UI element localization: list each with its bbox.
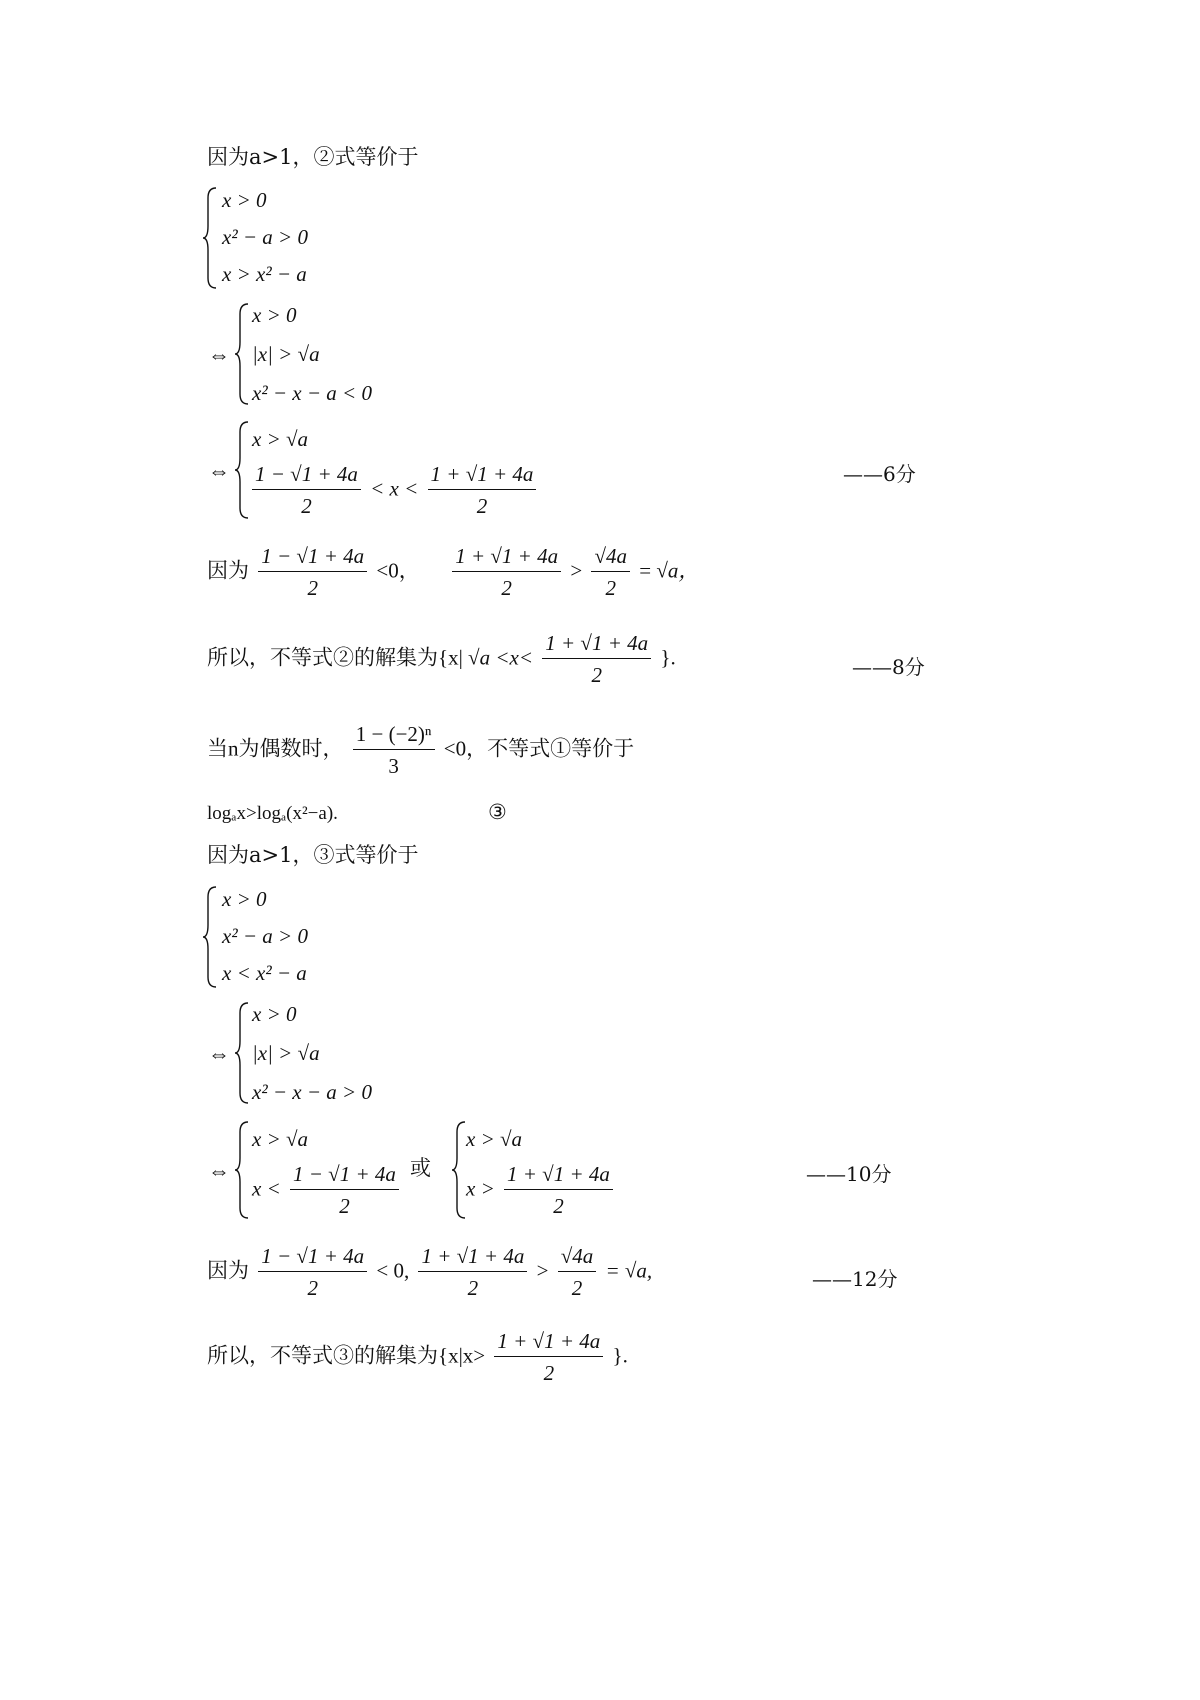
equiv-symbol: ⇔ (208, 1158, 230, 1183)
fraction-denominator: 2 (553, 1194, 564, 1218)
left-brace (203, 885, 219, 989)
score-mark-12: ——12分 (812, 1267, 898, 1291)
fraction-denominator: 2 (301, 494, 312, 518)
equiv-symbol: ⇔ (208, 1041, 230, 1066)
fraction (258, 1246, 367, 1299)
system5-row1: x > 0 (252, 1002, 297, 1026)
system4-row1: x > 0 (222, 887, 267, 911)
less-than-x: x < (252, 1176, 281, 1201)
because-line-1 (207, 546, 699, 599)
fraction-numerator: 1 − √1 + 4a (258, 546, 367, 572)
fraction (558, 1246, 597, 1299)
system2-row2: |x| > √a (252, 342, 320, 366)
fraction-numerator: 1 + √1 + 4a (542, 633, 651, 659)
system6a-row1: x > √a (252, 1127, 309, 1151)
fraction-denominator: 2 (476, 494, 488, 518)
system1-row1: x > 0 (222, 188, 267, 212)
left-brace (235, 1001, 251, 1105)
fraction (542, 633, 651, 686)
equiv-symbol: ⇔ (208, 342, 230, 367)
because-label: 因为 (207, 1258, 249, 1283)
solution-end: }. (612, 1343, 628, 1368)
solution-end: }. (660, 645, 676, 670)
system3-row1: x > √a (252, 427, 309, 451)
solution-line-3 (207, 1331, 628, 1384)
solution-middle: √a <x< (468, 645, 533, 670)
fraction (418, 1246, 527, 1299)
fraction (290, 1164, 399, 1217)
fraction (428, 464, 537, 517)
even-n-line (207, 724, 634, 777)
comparison-text: <0， (376, 558, 420, 583)
greater-than: > (570, 558, 583, 583)
fraction-denominator: 2 (307, 576, 318, 600)
because-line-2 (207, 1246, 652, 1299)
score-mark-10: ——10分 (806, 1162, 892, 1186)
system5-row2: |x| > √a (252, 1041, 320, 1065)
fraction-numerator: 1 + √1 + 4a (418, 1246, 527, 1272)
circled-three: ③ (488, 800, 507, 824)
fraction-numerator: √4a (591, 546, 630, 572)
text-line-2: 因为a>1，③式等价于 (207, 843, 419, 867)
fraction-numerator: 1 − √1 + 4a (290, 1164, 399, 1190)
fraction-numerator: 1 + √1 + 4a (428, 464, 537, 490)
system6a-row2 (252, 1164, 403, 1217)
left-brace (235, 302, 251, 406)
equals-sqrt-a: = √a, (605, 1258, 653, 1283)
fraction (591, 546, 630, 599)
system6b-row1: x > √a (466, 1127, 523, 1151)
solution-line-2 (207, 633, 676, 686)
solution-prefix: 所以，不等式③的解集为{x|x> (207, 1343, 486, 1368)
text-line-1: 因为a>1，②式等价于 (207, 145, 419, 169)
or-text: 或 (410, 1156, 431, 1180)
system4-row3: x < x² − a (222, 961, 307, 985)
fraction-denominator: 2 (605, 576, 616, 600)
system5-row3: x² − x − a > 0 (252, 1080, 372, 1104)
fraction-denominator: 2 (339, 1194, 350, 1218)
greater-than: > (536, 1258, 549, 1283)
fraction-denominator: 2 (543, 1361, 555, 1385)
equiv-symbol: ⇔ (208, 458, 230, 483)
solution-prefix: 所以，不等式②的解集为{x| (207, 645, 463, 670)
system3-row2 (248, 464, 540, 517)
even-n-prefix: 当n为偶数时， (207, 736, 344, 761)
system4-row2: x² − a > 0 (222, 924, 308, 948)
system2-row3: x² − x − a < 0 (252, 381, 372, 405)
fraction-numerator: 1 − (−2)ⁿ (353, 724, 435, 750)
score-mark-8: ——8分 (852, 655, 925, 679)
inequality-middle: < x < (370, 476, 419, 501)
fraction (504, 1164, 613, 1217)
less-than-zero: < 0, (376, 1258, 410, 1283)
even-n-suffix: <0，不等式①等价于 (443, 736, 635, 761)
because-label: 因为 (207, 558, 249, 583)
sqrt-a: √a， (656, 558, 700, 583)
fraction-denominator: 3 (388, 754, 399, 778)
fraction (252, 464, 361, 517)
fraction (452, 546, 561, 599)
fraction (353, 724, 435, 777)
fraction-denominator: 2 (467, 1276, 479, 1300)
fraction-numerator: √4a (558, 1246, 597, 1272)
system1-row3: x > x² − a (222, 262, 307, 286)
fraction-numerator: 1 − √1 + 4a (252, 464, 361, 490)
fraction-denominator: 2 (571, 1276, 583, 1300)
fraction-numerator: 1 − √1 + 4a (258, 1246, 367, 1272)
log-inequality: logₐx>logₐ(x²−a). (207, 803, 338, 824)
fraction-numerator: 1 + √1 + 4a (452, 546, 561, 572)
fraction (258, 546, 367, 599)
fraction-numerator: 1 + √1 + 4a (494, 1331, 603, 1357)
system6b-row2 (466, 1164, 617, 1217)
fraction-denominator: 2 (501, 576, 512, 600)
greater-than-x: x > (466, 1176, 495, 1201)
fraction (494, 1331, 603, 1384)
fraction-denominator: 2 (591, 663, 602, 687)
system2-row1: x > 0 (252, 303, 297, 327)
equals: = (639, 558, 652, 583)
score-mark-6: ——6分 (843, 462, 916, 486)
left-brace (235, 1120, 251, 1220)
fraction-denominator: 2 (307, 1276, 318, 1300)
left-brace (203, 186, 219, 290)
system1-row2: x² − a > 0 (222, 225, 308, 249)
fraction-numerator: 1 + √1 + 4a (504, 1164, 613, 1190)
